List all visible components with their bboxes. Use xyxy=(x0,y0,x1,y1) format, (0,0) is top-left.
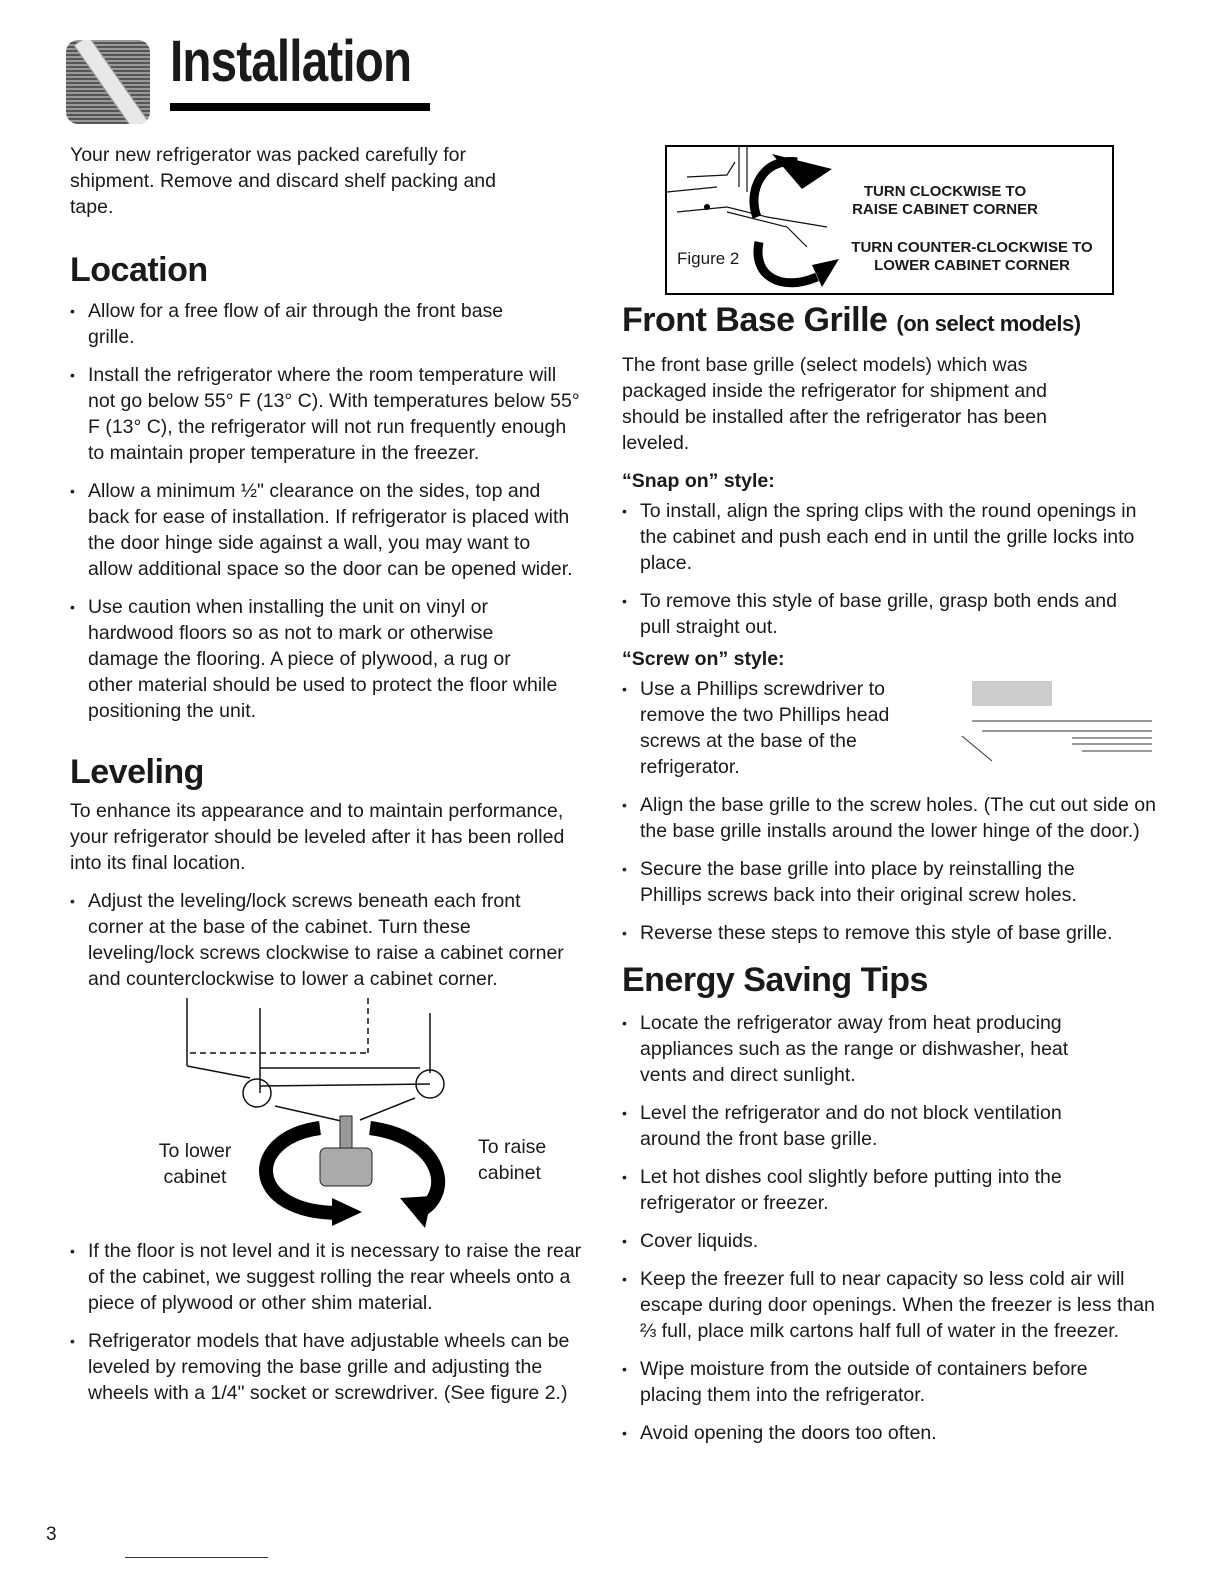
leveling-screw-diagram xyxy=(70,998,595,1230)
list-item: • Keep the freezer full to near capacity so less cold air will escape during door openings. When the freezer is less than ⅔ full, place milk cartons half full of water in the freezer. xyxy=(622,1266,1160,1344)
list-item: • To remove this style of base grille, grasp both ends and pull straight out. xyxy=(622,588,1120,640)
list-item: • Avoid opening the doors too often. xyxy=(622,1420,1157,1446)
list-item: • Use a Phillips screwdriver to remove the two Phillips head screws at the base of the refrigerator. xyxy=(622,676,940,780)
leveling-list-before xyxy=(70,888,595,992)
figure-2 xyxy=(665,145,1114,295)
base-grille-illustration xyxy=(952,676,1152,766)
list-item: • Install the refrigerator where the room temperature will not go below 55° F (13° C). With temperatures below 55° F (13° C), the refrigerator will not run frequently enough to maintain proper temperature in the freezer. xyxy=(70,362,580,466)
list-item: • Locate the refrigerator away from heat producing appliances such as the range or dishwasher, heat vents and direct sunlight. xyxy=(622,1010,1120,1088)
list-item: • Reverse these steps to remove this style of base grille. xyxy=(622,920,1157,946)
list-item: • Align the base grille to the screw holes. (The cut out side on the base grille installs around the lower hinge of the door.) xyxy=(622,792,1157,844)
screwdriver-icon xyxy=(66,40,150,124)
location-heading: Location xyxy=(70,251,208,289)
grille-intro: The front base grille (select models) which was packaged inside the refrigerator for shipment and should be installed after the refrigerator has been leveled. xyxy=(622,354,1047,454)
list-item: • Allow a minimum ½" clearance on the sides, top and back for ease of installation. If refrigerator is placed with the door hinge side against a wall, you may want to allow additional space so the door can be opened wider. xyxy=(70,478,580,582)
energy-heading: Energy Saving Tips xyxy=(622,961,928,999)
list-item: • Cover liquids. xyxy=(622,1228,1157,1254)
list-item: • Wipe moisture from the outside of containers before placing them into the refrigerator. xyxy=(622,1356,1150,1408)
header xyxy=(66,30,436,130)
list-item: • Allow for a free flow of air through the front base grille. xyxy=(70,298,528,350)
energy-list xyxy=(622,1010,1157,1446)
list-item: • Refrigerator models that have adjustable wheels can be leveled by removing the base grille and adjusting the wheels with a 1/4" socket or screwdriver. (See figure 2.) xyxy=(70,1328,595,1406)
leveling-heading: Leveling xyxy=(70,753,204,791)
grille-heading xyxy=(622,300,1157,344)
leveling-figure xyxy=(70,998,595,1230)
list-item: • To install, align the spring clips with the round openings in the cabinet and push each end in until the grille locks into place. xyxy=(622,498,1157,576)
screwdriver-hand-illustration xyxy=(667,147,847,293)
leveling-list-after xyxy=(70,1238,595,1406)
left-column xyxy=(70,142,595,1418)
grille-heading-note: (on select models) xyxy=(896,311,1081,336)
counterclockwise-arrow-icon xyxy=(758,242,817,283)
page-title: Installation xyxy=(170,29,412,94)
clockwise-caption: TURN CLOCKWISE TO RAISE CABINET CORNER xyxy=(852,183,1038,218)
location-list xyxy=(70,298,580,724)
figure-2-label: Figure 2 xyxy=(677,249,740,268)
lower-cabinet-label: To lower cabinet xyxy=(158,1140,232,1188)
list-item: • Secure the base grille into place by reinstalling the Phillips screws back into their original screw holes. xyxy=(622,856,1130,908)
list-item: • Use caution when installing the unit on vinyl or hardwood floors so as not to mark or otherwise damage the flooring. A piece of plywood, a rug or other material should be used to protect the floor while positioning the unit. xyxy=(70,594,558,724)
title-underline xyxy=(170,103,430,111)
snap-on-heading: “Snap on” style: xyxy=(622,470,775,492)
snap-on-list xyxy=(622,498,1157,640)
screw-on-heading: “Screw on” style: xyxy=(622,648,785,670)
right-column xyxy=(622,300,1157,1458)
intro-text: Your new refrigerator was packed carefully for shipment. Remove and discard shelf packing and tape. xyxy=(70,144,496,218)
list-item: • Level the refrigerator and do not block ventilation around the front base grille. xyxy=(622,1100,1120,1152)
grille-heading-text: Front Base Grille xyxy=(622,301,888,339)
leveling-foot xyxy=(320,1116,372,1186)
counter-clockwise-caption: TURN COUNTER-CLOCKWISE TO LOWER CABINET CORNER xyxy=(851,239,1093,274)
page-number: 3 xyxy=(46,1524,57,1545)
list-item: • Adjust the leveling/lock screws beneath each front corner at the base of the cabinet. Turn these leveling/lock screws clockwise to raise a cabinet corner and counterclockwise to lower a cabinet corner. xyxy=(70,888,568,992)
footer-rule xyxy=(125,1557,268,1558)
leveling-intro: To enhance its appearance and to maintain performance, your refrigerator should be leveled after it has been rolled into its final location. xyxy=(70,800,565,874)
raise-cabinet-label: To raise cabinet xyxy=(478,1136,547,1184)
list-item: • If the floor is not level and it is necessary to raise the rear of the cabinet, we suggest rolling the rear wheels onto a piece of plywood or other shim material. xyxy=(70,1238,595,1316)
list-item: • Let hot dishes cool slightly before putting into the refrigerator or freezer. xyxy=(622,1164,1140,1216)
